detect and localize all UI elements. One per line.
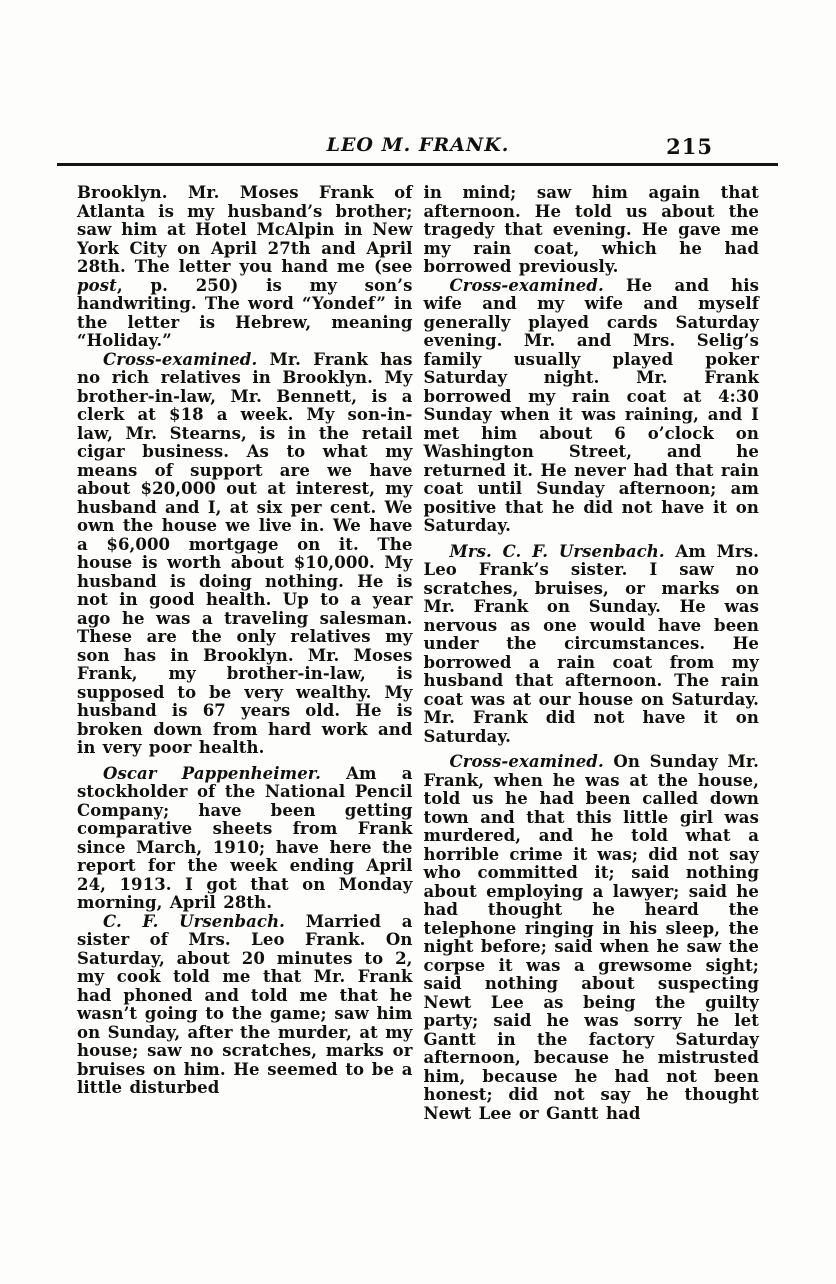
- witness-name-label: C. F. Ursenbach.: [103, 911, 286, 931]
- paragraph-text: Mr. Frank has no rich relatives in Brooklyn. My brother-in-law, Mr. Bennett, is a clerk at $18 a week. My son-in-law, Mr. Stearns, is in the retail cigar business. As to what my means of support are we have about $20,000 out at interest, my husband and I, at six per cent. We own the house we live in. We have a $6,000 mortgage on it. The house is worth about $10,000. My husband is doing nothing. He is not in good health. Up to a year ago he was a traveling salesman. These are the only relatives my son has in Brooklyn. Mr. Moses Frank, my brother-in-law, is supposed to be very wealthy. My husband is 67 years old. He is broken down from hard work and in very poor health.: [77, 349, 413, 757]
- cross-examined-label: Cross-examined.: [449, 752, 604, 771]
- paragraph-text: On Sunday Mr. Frank, when he was at the house, told us he had been called down town and that this little girl was murdered, and he told what a horrible crime it was; did not say who committed it; said nothing about employing a lawyer; said he had thought he heard the telephone ringing in his sleep, the night before; said when he saw the corpse it was a grewsome sight; said nothing about suspecting Newt Lee as being the guilty party; said he was sorry he let Gantt in the factory Saturday afternoon, because he mistrusted him, because he had not been honest; did not say he thought Newt Lee or Gantt had: [423, 752, 759, 1123]
- paragraph-text: Am Mrs. Leo Frank’s sister. I saw no scratches, bruises, or marks on Mr. Frank on Sunday. He was nervous as one would have been under the circumstances. He borrowed a rain coat from my husband that afternoon. The rain coat was at our house on Saturday. Mr. Frank did not have it on Saturday.: [423, 541, 760, 746]
- column-left: [77, 184, 413, 1123]
- witness-name-label: Mrs. C. F. Ursenbach.: [449, 541, 665, 561]
- paragraph-text: Brooklyn. Mr. Moses Frank of Atlanta is my husband’s brother; saw him at Hotel McAlpin in New York City on April 27th and April 28th. The letter you hand me (see: [77, 183, 413, 276]
- paragraph-text: , p. 250) is my son’s handwriting. The word “Yondef” in the letter is Hebrew, meaning “Holiday.”: [77, 275, 413, 350]
- paragraph-text: in mind; saw him again that afternoon. He told us about the tragedy that evening. He gave me my rain coat, which he had borrowed previously.: [423, 183, 759, 276]
- paragraph-witness-oscar-pappenheimer: [77, 765, 413, 913]
- paragraph-cross-examined-2: [424, 277, 760, 536]
- paragraph-cross-examined-1: [77, 351, 413, 758]
- cross-examined-label: Cross-examined.: [449, 275, 604, 295]
- paragraph-text: He and his wife and my wife and myself generally played cards Saturday evening. Mr. and Mrs. Selig’s family usually played poker Saturday night. Mr. Frank borrowed my rain coat at 4:30 Sunday when it was raining, and I met him about 6 o’clock on Washington Street, and he returned it. He never had that rain coat until Sunday afternoon; am positive that he did not have it on Saturday.: [423, 275, 759, 535]
- paragraph-continuation-in-mind: [424, 184, 760, 277]
- text-columns: [77, 184, 759, 1123]
- paragraph-text: Married a sister of Mrs. Leo Frank. On Saturday, about 20 minutes to 2, my cook told me that Mr. Frank had phoned and told me that he wasn’t going to the game; saw him on Sunday, after the murder, at my house; saw no scratches, marks or bruises on him. He seemed to be a little disturbed: [77, 911, 413, 1097]
- paragraph-continuation-brooklyn: [77, 184, 413, 351]
- italic-word-post: post: [77, 275, 117, 295]
- witness-name-label: Oscar Pappenheimer.: [103, 763, 321, 783]
- cross-examined-label: Cross-examined.: [103, 349, 258, 369]
- paragraph-text: Am a stockholder of the National Pencil Company; have been getting comparative sheets from Frank since March, 1910; have here the report for the week ending April 24, 1913. I got that on Monday morning, April 28th.: [77, 763, 413, 912]
- header-rule: [57, 163, 778, 166]
- paragraph-cross-examined-3: [424, 753, 760, 1123]
- paragraph-witness-cf-ursenbach: [77, 913, 413, 1098]
- page-number: 215: [666, 134, 713, 159]
- paragraph-witness-mrs-cf-ursenbach: [424, 543, 760, 747]
- page-title: LEO M. FRANK.: [326, 134, 510, 156]
- column-right: [424, 184, 760, 1123]
